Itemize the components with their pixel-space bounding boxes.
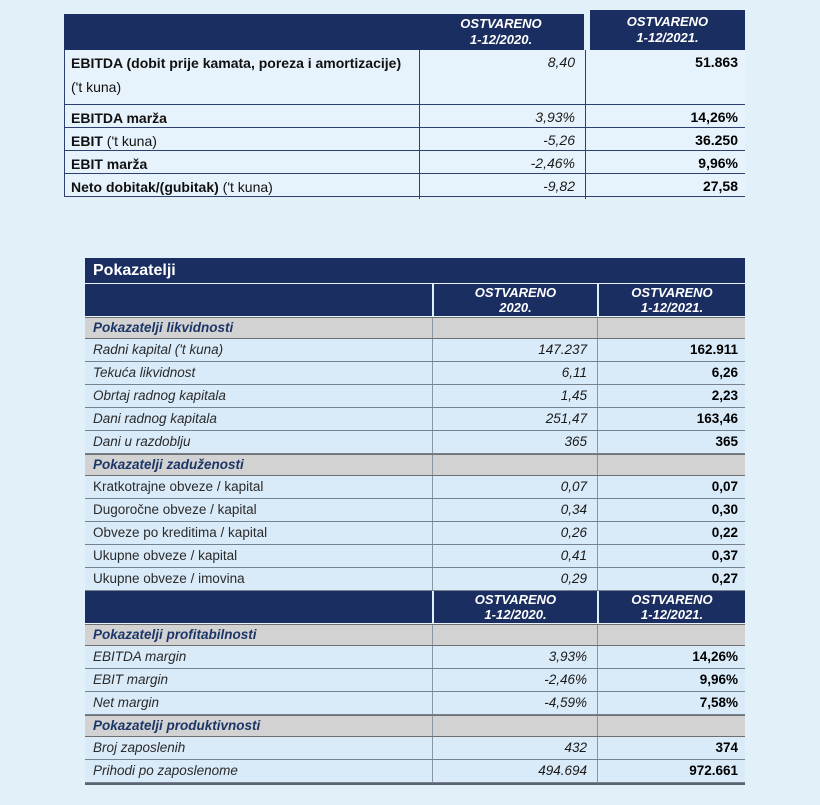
indicator-row (85, 362, 745, 385)
value-2020: -5,26 (419, 128, 585, 153)
indicator-label: Ukupne obveze / imovina (93, 571, 245, 586)
section-label: Pokazatelji profitabilnosti (93, 627, 257, 642)
value-2020: 3,93% (419, 105, 585, 130)
value-2021: 0,27 (597, 568, 745, 590)
section-row (85, 317, 745, 339)
summary-table (64, 10, 745, 197)
section-label: Pokazatelji zaduženosti (93, 457, 244, 472)
summary-row (64, 174, 745, 197)
empty-header-cell (64, 14, 418, 50)
indicator-row (85, 760, 745, 783)
metric-unit: ('t kuna) (222, 179, 273, 195)
header-line2: 1-12/2020. (484, 607, 547, 622)
value-2021: 51.863 (585, 50, 746, 104)
indicator-row (85, 499, 745, 522)
column-header-2020 (432, 284, 597, 316)
value-2021: 0,37 (597, 545, 745, 567)
summary-row (64, 128, 745, 151)
indicator-label: Dani radnog kapitala (93, 411, 217, 426)
header-line1: OSTVARENO (474, 592, 557, 607)
indicator-label: Broj zaposlenih (93, 740, 186, 755)
value-2021: 14,26% (585, 105, 746, 130)
section-row (85, 715, 745, 737)
column-header-2021 (597, 591, 745, 623)
value-2021: 972.661 (597, 760, 745, 782)
empty-header-cell (85, 284, 432, 316)
value-2021: 0,07 (597, 476, 745, 498)
indicator-label: Tekuća likvidnost (93, 365, 196, 380)
indicator-row (85, 339, 745, 362)
value-2020: -2,46% (432, 669, 597, 691)
empty-cell (432, 455, 597, 475)
indicator-row (85, 669, 745, 692)
indicator-label: Radni kapital ('t kuna) (93, 342, 224, 357)
value-2020: 6,11 (432, 362, 597, 384)
section-label: Pokazatelji likvidnosti (93, 320, 234, 335)
header-line1: OSTVARENO (474, 285, 557, 300)
value-2020: 0,26 (432, 522, 597, 544)
indicator-row (85, 692, 745, 715)
summary-row (64, 105, 745, 128)
value-2021: 0,30 (597, 499, 745, 521)
value-2020: 0,07 (432, 476, 597, 498)
metric-label (65, 50, 419, 104)
value-2020: 0,34 (432, 499, 597, 521)
value-2020: 1,45 (432, 385, 597, 407)
empty-cell (432, 625, 597, 645)
metric-label-text: EBIT marža (71, 156, 148, 172)
indicator-label: EBITDA margin (93, 649, 187, 664)
metric-label (65, 128, 419, 153)
header-line2: 1-12/2021. (640, 607, 704, 622)
indicator-label: Net margin (93, 695, 160, 710)
value-2021: 0,22 (597, 522, 745, 544)
indicator-row (85, 476, 745, 499)
metric-label (65, 105, 419, 130)
summary-row (64, 50, 745, 105)
column-header-2020 (418, 14, 584, 50)
header-line1: OSTVARENO (631, 285, 713, 300)
indicator-label: Dani u razdoblju (93, 434, 191, 449)
metric-label-text: Neto dobitak/(gubitak) (71, 179, 219, 195)
column-header-2021 (597, 284, 745, 316)
metric-unit: ('t kuna) (71, 79, 122, 95)
summary-row (64, 151, 745, 174)
value-2020: 365 (432, 431, 597, 453)
section-label: Pokazatelji produktivnosti (93, 718, 261, 733)
empty-cell (597, 318, 745, 338)
value-2021: 14,26% (597, 646, 745, 668)
header-line2: 1-12/2020. (469, 32, 533, 47)
indicators-mid-header (85, 591, 745, 624)
indicator-row (85, 545, 745, 568)
metric-label-text: EBITDA (dobit prije kamata, poreza i amortizacije) (71, 55, 402, 71)
value-2021: 163,46 (597, 408, 745, 430)
value-2021: 7,58% (597, 692, 745, 714)
empty-cell (432, 716, 597, 736)
value-2020: 0,41 (432, 545, 597, 567)
metric-label-text: EBIT (71, 133, 103, 149)
value-2020: -4,59% (432, 692, 597, 714)
indicator-row (85, 646, 745, 669)
indicator-label: EBIT margin (93, 672, 169, 687)
header-line1: OSTVARENO (631, 592, 713, 607)
section-row (85, 454, 745, 476)
summary-table-body (64, 50, 745, 197)
summary-table-header (64, 10, 745, 50)
empty-header-cell (85, 591, 432, 623)
indicator-row (85, 408, 745, 431)
header-line1: OSTVARENO (460, 16, 542, 31)
value-2021: 6,26 (597, 362, 745, 384)
indicators-table (85, 258, 745, 785)
indicator-label: Kratkotrajne obveze / kapital (93, 479, 264, 494)
indicators-table-title: Pokazatelji (85, 258, 745, 284)
value-2020: -2,46% (419, 151, 585, 176)
indicator-row (85, 568, 745, 591)
indicator-label: Obrtaj radnog kapitala (93, 388, 226, 403)
empty-cell (432, 318, 597, 338)
indicator-label: Obveze po kreditima / kapital (93, 525, 268, 540)
indicator-label: Dugoročne obveze / kapital (93, 502, 257, 517)
column-header-2021 (584, 10, 745, 50)
value-2020: 251,47 (432, 408, 597, 430)
indicators-table-header (85, 284, 745, 317)
value-2021: 36.250 (585, 128, 746, 153)
indicators-table-body (85, 317, 745, 783)
value-2021: 27,58 (585, 174, 746, 199)
indicator-label: Ukupne obveze / kapital (93, 548, 238, 563)
empty-cell (597, 625, 745, 645)
value-2021: 9,96% (597, 669, 745, 691)
indicator-row (85, 737, 745, 760)
metric-label-text: EBITDA marža (71, 110, 167, 126)
value-2020: 0,29 (432, 568, 597, 590)
value-2021: 374 (597, 737, 745, 759)
header-line2: 1-12/2021. (636, 30, 699, 45)
header-line2: 1-12/2021. (640, 300, 704, 315)
value-2020: -9,82 (419, 174, 585, 199)
metric-unit: ('t kuna) (106, 133, 157, 149)
metric-label (65, 151, 419, 176)
value-2021: 162.911 (597, 339, 745, 361)
empty-cell (597, 455, 745, 475)
empty-cell (597, 716, 745, 736)
value-2020: 494.694 (432, 760, 597, 782)
value-2020: 3,93% (432, 646, 597, 668)
value-2021: 9,96% (585, 151, 746, 176)
header-line2: 2020. (499, 300, 532, 315)
value-2020: 8,40 (419, 50, 585, 104)
indicator-row (85, 385, 745, 408)
indicator-row (85, 431, 745, 454)
value-2021: 365 (597, 431, 745, 453)
value-2020: 432 (432, 737, 597, 759)
indicator-label: Prihodi po zaposlenome (93, 763, 238, 778)
header-line1: OSTVARENO (626, 14, 709, 29)
indicator-row (85, 522, 745, 545)
value-2020: 147.237 (432, 339, 597, 361)
section-row (85, 624, 745, 646)
value-2021: 2,23 (597, 385, 745, 407)
metric-label (65, 174, 419, 199)
column-header-2020 (432, 591, 597, 623)
